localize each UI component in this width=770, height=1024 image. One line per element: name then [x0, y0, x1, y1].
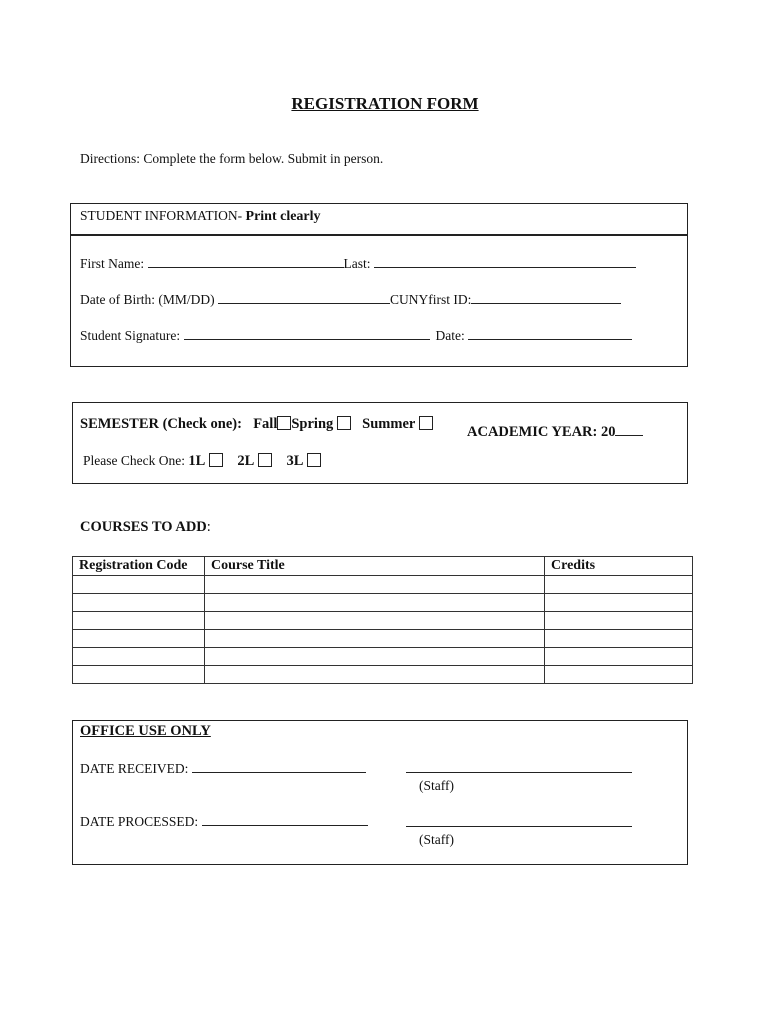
- credits-cell[interactable]: [545, 630, 693, 648]
- date-received-field[interactable]: [192, 760, 366, 773]
- last-name-field[interactable]: [374, 255, 636, 268]
- table-row: [73, 666, 693, 684]
- table-row: [73, 576, 693, 594]
- received-staff-signature-line[interactable]: [406, 772, 632, 773]
- cuny-id-label: CUNYfirst ID:: [389, 292, 472, 307]
- registration-code-cell[interactable]: [73, 630, 205, 648]
- credits-cell[interactable]: [545, 612, 693, 630]
- registration-code-cell[interactable]: [73, 612, 205, 630]
- credits-cell[interactable]: [545, 666, 693, 684]
- program-row: [83, 453, 321, 470]
- courses-heading-text: COURSES TO ADD: [80, 519, 207, 535]
- signature-label: Student Signature:: [80, 328, 184, 343]
- academic-year-row: [467, 422, 643, 441]
- registration-code-cell[interactable]: [73, 648, 205, 666]
- print-clearly-label: Print clearly: [245, 209, 321, 224]
- signature-row: [80, 327, 632, 344]
- form-title: REGISTRATION FORM: [291, 94, 479, 113]
- registration-code-cell[interactable]: [73, 576, 205, 594]
- credits-cell[interactable]: [545, 576, 693, 594]
- courses-table: [72, 556, 693, 684]
- course-title-cell[interactable]: [205, 666, 545, 684]
- table-row: [73, 594, 693, 612]
- academic-year-field[interactable]: [615, 422, 643, 436]
- semester-row: [80, 416, 433, 433]
- first-name-label: First Name:: [80, 256, 148, 271]
- courses-heading: [80, 519, 211, 536]
- last-name-label: Last:: [343, 256, 374, 271]
- name-row: [80, 255, 636, 272]
- option-3l-checkbox[interactable]: [307, 453, 321, 467]
- dob-row: [80, 291, 621, 308]
- courses-heading-colon: :: [206, 519, 211, 535]
- received-staff-label: (Staff): [419, 778, 454, 793]
- course-title-cell[interactable]: [205, 612, 545, 630]
- course-title-cell[interactable]: [205, 576, 545, 594]
- course-title-cell[interactable]: [205, 594, 545, 612]
- dob-field[interactable]: [218, 291, 390, 304]
- column-course-title: Course Title: [205, 557, 545, 576]
- fall-checkbox[interactable]: [277, 416, 291, 430]
- office-use-section: [72, 720, 688, 865]
- registration-code-cell[interactable]: [73, 666, 205, 684]
- please-check-label: Please Check One:: [83, 453, 185, 468]
- course-title-cell[interactable]: [205, 648, 545, 666]
- registration-code-cell[interactable]: [73, 594, 205, 612]
- option-3l-label: 3L: [286, 453, 304, 469]
- option-2l-label: 2L: [237, 453, 255, 469]
- course-title-cell[interactable]: [205, 630, 545, 648]
- date-received-row: [80, 760, 366, 777]
- processed-staff-signature-line[interactable]: [406, 826, 632, 827]
- option-1l-label: 1L: [188, 453, 206, 469]
- student-information-label: STUDENT INFORMATION-: [80, 208, 246, 223]
- date-processed-field[interactable]: [202, 813, 368, 826]
- processed-staff-label: (Staff): [419, 832, 454, 847]
- semester-label: SEMESTER (Check one):: [80, 416, 242, 432]
- date-processed-row: [80, 813, 368, 830]
- table-row: [73, 612, 693, 630]
- column-registration-code: Registration Code: [73, 557, 205, 576]
- dob-label: Date of Birth: (MM/DD): [80, 292, 218, 307]
- column-credits: Credits: [545, 557, 693, 576]
- signature-date-field[interactable]: [468, 327, 632, 340]
- table-row: [73, 648, 693, 666]
- spring-label: Spring: [291, 416, 334, 432]
- office-use-title: OFFICE USE ONLY: [80, 723, 211, 739]
- cuny-id-field[interactable]: [471, 291, 621, 304]
- semester-section: [72, 402, 688, 484]
- spring-checkbox[interactable]: [337, 416, 351, 430]
- credits-cell[interactable]: [545, 648, 693, 666]
- student-information-section: [70, 203, 688, 367]
- option-1l-checkbox[interactable]: [209, 453, 223, 467]
- student-information-header: [71, 204, 687, 236]
- signature-date-label: Date:: [435, 328, 469, 343]
- summer-checkbox[interactable]: [419, 416, 433, 430]
- date-received-label: DATE RECEIVED:: [80, 761, 192, 776]
- first-name-field[interactable]: [148, 255, 344, 268]
- table-row: [73, 630, 693, 648]
- summer-label: Summer: [362, 416, 416, 432]
- signature-field[interactable]: [184, 327, 430, 340]
- option-2l-checkbox[interactable]: [258, 453, 272, 467]
- credits-cell[interactable]: [545, 594, 693, 612]
- fall-label: Fall: [253, 416, 278, 432]
- directions-text: Directions: Complete the form below. Submit in person.: [80, 151, 384, 166]
- table-header-row: [73, 557, 693, 576]
- date-processed-label: DATE PROCESSED:: [80, 814, 202, 829]
- academic-year-label: ACADEMIC YEAR: 20: [467, 424, 616, 440]
